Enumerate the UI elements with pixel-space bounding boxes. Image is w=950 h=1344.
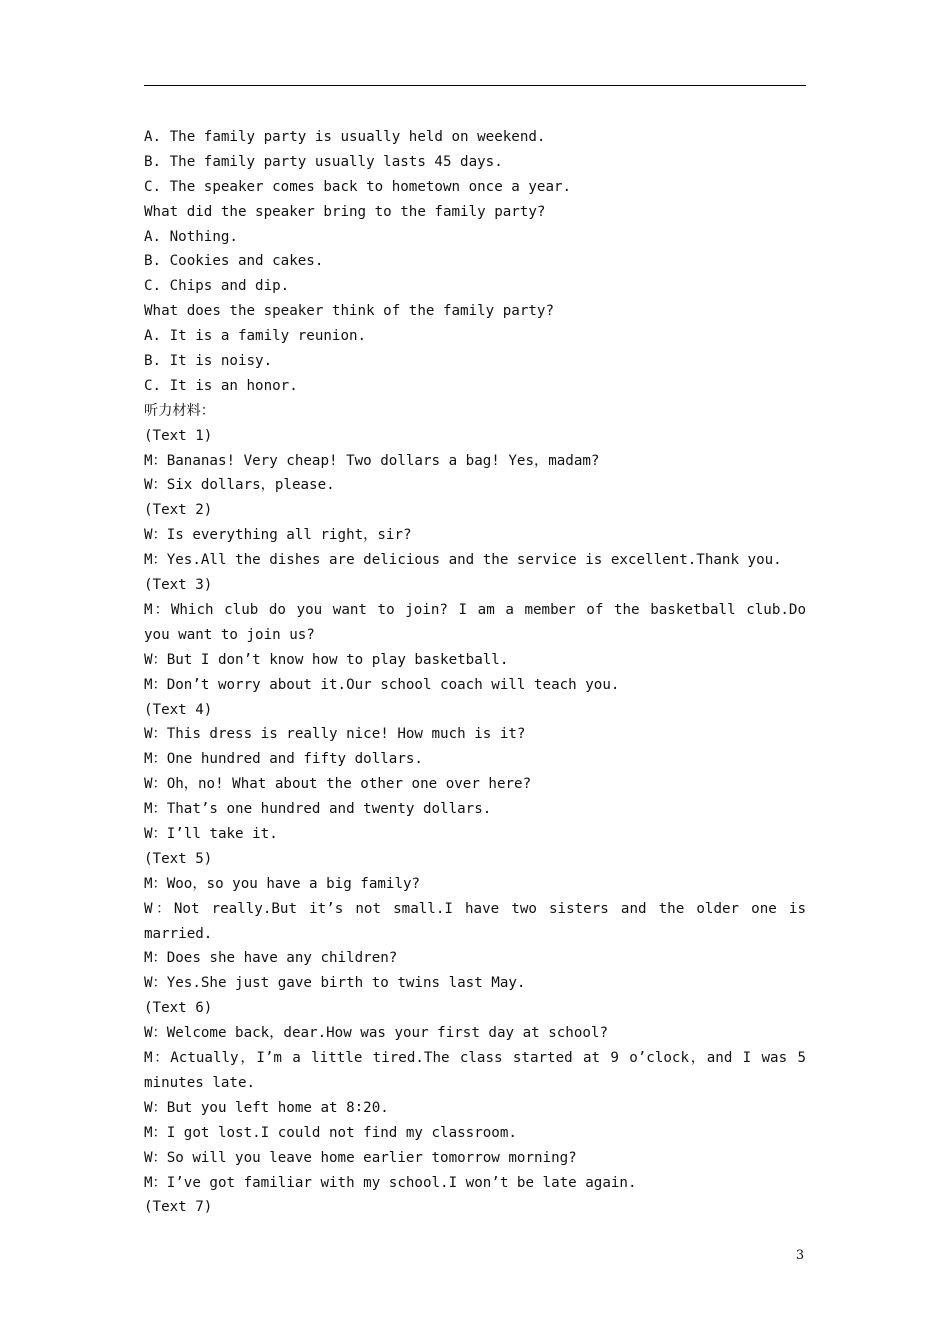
text-label: (Text 4)	[144, 701, 213, 718]
dialogue-line: M：Which club do you want to join? I am a member of the basketball club.Do you want to join us?	[144, 601, 815, 643]
text-label: (Text 3)	[144, 577, 213, 594]
option-line: B. It is noisy.	[144, 353, 273, 370]
option-line: B. Cookies and cakes.	[144, 253, 324, 270]
dialogue-line: M：Actually，I’m a little tired.The class started at 9 o’clock，and I was 5 minutes late.	[144, 1050, 815, 1091]
dialogue-line: M：One hundred and fifty dollars.	[144, 751, 423, 768]
option-line: C. It is an honor.	[144, 377, 298, 394]
option-line: C. The speaker comes back to hometown once a year.	[144, 178, 572, 195]
page-body	[144, 125, 815, 1220]
option-line: C. Chips and dip.	[144, 278, 290, 295]
section-heading: 听力材料：	[144, 402, 215, 419]
dialogue-line: M：Don’t worry about it.Our school coach will teach you.	[144, 676, 620, 693]
dialogue-line: W：But I don’t know how to play basketball.	[144, 651, 509, 668]
dialogue-line: M：I’ve got familiar with my school.I won’t be late again.	[144, 1174, 637, 1191]
dialogue-line: W：Six dollars，please.	[144, 477, 335, 494]
dialogue-line: W：This dress is really nice! How much is it?	[144, 726, 526, 743]
text-label: (Text 1)	[144, 427, 213, 444]
dialogue-line: M：I got lost.I could not find my classroom.	[144, 1124, 517, 1141]
dialogue-line: W：But you left home at 8∶20.	[144, 1099, 389, 1116]
option-line: A. The family party is usually held on weekend.	[144, 129, 546, 145]
question-line: What does the speaker think of the family party?	[144, 303, 554, 320]
text-label: (Text 6)	[144, 1000, 213, 1017]
dialogue-line: W：I’ll take it.	[144, 825, 278, 842]
header-rule	[144, 85, 806, 86]
dialogue-line: W：Yes.She just gave birth to twins last May.	[144, 975, 526, 992]
text-label: (Text 7)	[144, 1199, 213, 1216]
option-line: A. Nothing.	[144, 228, 238, 245]
dialogue-line: M：Yes.All the dishes are delicious and the service is excellent.Thank you.	[144, 552, 782, 569]
dialogue-line: M：Woo，so you have a big family?	[144, 875, 421, 892]
dialogue-line: W：So will you leave home earlier tomorrow morning?	[144, 1149, 577, 1166]
option-line: A. It is a family reunion.	[144, 328, 367, 345]
dialogue-line: W：Not really.But it’s not small.I have two sisters and the older one is married.	[144, 900, 815, 942]
dialogue-line: M：Bananas! Very cheap! Two dollars a bag! Yes，madam?	[144, 452, 600, 469]
text-label: (Text 2)	[144, 502, 213, 519]
page-number: 3	[795, 1248, 805, 1263]
dialogue-line: M：Does she have any children?	[144, 950, 398, 967]
text-label: (Text 5)	[144, 850, 213, 867]
question-line: What did the speaker bring to the family party?	[144, 203, 546, 220]
dialogue-line: W：Oh，no! What about the other one over here?	[144, 776, 532, 793]
dialogue-line: M：That’s one hundred and twenty dollars.	[144, 801, 492, 818]
dialogue-line: W：Welcome back，dear.How was your first day at school?	[144, 1025, 608, 1042]
dialogue-line: W：Is everything all right，sir?	[144, 527, 412, 544]
option-line: B. The family party usually lasts 45 days.	[144, 153, 503, 170]
